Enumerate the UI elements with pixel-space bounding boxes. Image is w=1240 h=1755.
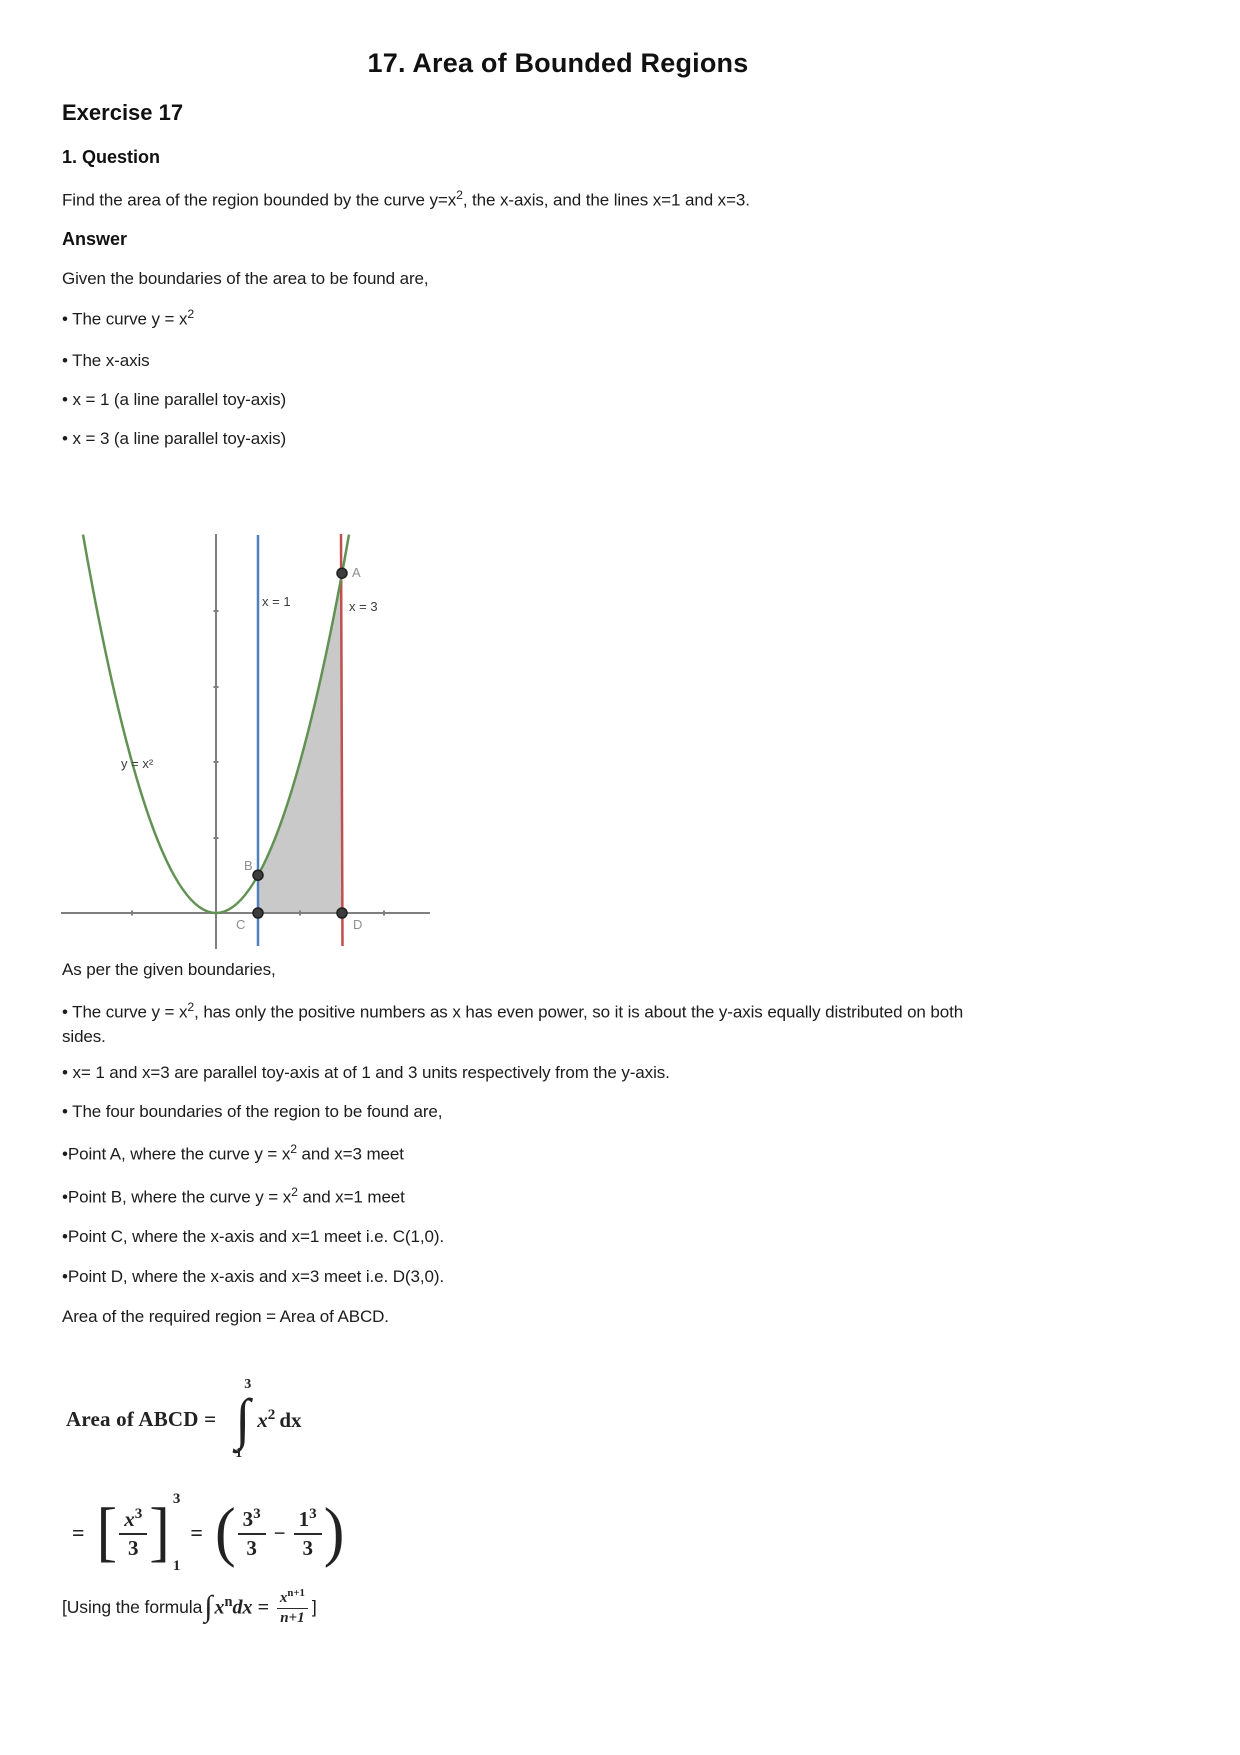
frac-den — [280, 1609, 304, 1627]
formula-body — [214, 1594, 268, 1620]
figure-graph — [58, 530, 462, 954]
boundary-bullet-xaxis — [62, 351, 150, 371]
observation-bullet-four — [62, 1102, 1072, 1122]
bracket-lower-limit: 1 — [172, 1558, 181, 1574]
equation-integral — [66, 1378, 302, 1461]
pt-sup: 2 — [290, 1142, 297, 1156]
integrand — [257, 1407, 301, 1433]
obs-post: , has only the positive numbers as x has even power, so it is about the y-axis equally distributed on both sides. — [62, 1002, 964, 1047]
frac-num-base: 3 — [242, 1507, 254, 1532]
fraction-27-over-3 — [238, 1507, 266, 1558]
eq1-lhs: Area of ABCD = — [66, 1407, 217, 1432]
point-a-bullet — [62, 1142, 404, 1165]
question-text — [62, 188, 1062, 211]
curve-equation-label: y = x² — [121, 756, 154, 771]
frac-num-var: x — [124, 1507, 135, 1532]
bullet-pre: • x = 1 (a line parallel toy-axis) — [62, 390, 287, 409]
point-d-bullet — [62, 1267, 444, 1287]
obs-pre: • The four boundaries of the region to be found are, — [62, 1102, 443, 1121]
frac-num-sup: 3 — [134, 1506, 143, 1523]
formula-var: x — [214, 1597, 225, 1620]
bullet-pre: • x = 3 (a line parallel toy-axis) — [62, 429, 287, 448]
frac-num-sup: 3 — [253, 1506, 261, 1523]
frac-den-var: n+1 — [280, 1609, 305, 1626]
point-label-d: D — [353, 917, 363, 932]
line-x3-label: x = 3 — [349, 599, 378, 614]
observation-bullet-curve — [62, 999, 982, 1050]
fraction-x3-over-3 — [119, 1507, 147, 1558]
line-x1-label: x = 1 — [262, 594, 291, 609]
equation-evaluation — [62, 1492, 346, 1574]
formula-dx: dx = — [232, 1597, 269, 1620]
note-prefix: [Using the formula — [62, 1596, 203, 1617]
question-pre: Find the area of the region bounded by the curve y=x — [62, 190, 457, 210]
frac-num-base: 1 — [298, 1507, 310, 1532]
formula-note — [62, 1588, 317, 1627]
point-marker-b — [253, 870, 263, 880]
frac-num-sup: n+1 — [287, 1587, 305, 1599]
pt-pre: •Point A, where the curve y = x — [62, 1144, 291, 1164]
given-intro: Given the boundaries of the area to be found are, — [62, 269, 429, 288]
bullet-pre: • The x-axis — [62, 351, 150, 370]
page-title: 17. Area of Bounded Regions — [367, 48, 749, 78]
observation-bullet-parallel — [62, 1063, 1072, 1083]
frac-num — [238, 1507, 266, 1534]
point-b-bullet — [62, 1185, 405, 1208]
point-label-b: B — [244, 858, 253, 873]
bullet-pre: • The curve y = x — [62, 309, 188, 329]
point-marker-a — [337, 568, 347, 578]
boundary-bullet-x1 — [62, 390, 286, 410]
pt-pre: •Point C, where the x-axis and x=1 meet i.e. C(1,0). — [62, 1227, 445, 1246]
shaded-region-abcd — [258, 573, 342, 913]
as-per-text: As per the given boundaries, — [62, 960, 276, 979]
pt-pre: •Point B, where the curve y = x — [62, 1187, 292, 1207]
question-heading: 1. Question — [62, 147, 161, 167]
frac-num-sup: 3 — [309, 1506, 317, 1523]
frac-num-var: x — [279, 1590, 288, 1606]
integrand-sup: 2 — [267, 1406, 276, 1423]
equals-sign: = — [72, 1520, 85, 1545]
frac-den: 3 — [246, 1535, 257, 1560]
open-paren: ( — [214, 1495, 236, 1569]
pt-post: and x=1 meet — [297, 1187, 405, 1207]
pt-sup: 2 — [291, 1185, 298, 1199]
integral-sign-small: ∫ — [204, 1590, 213, 1624]
bullet-sup: 2 — [187, 307, 195, 321]
boundary-bullet-x3 — [62, 429, 286, 449]
boundary-bullet-curve — [62, 307, 194, 330]
frac-den: 3 — [127, 1535, 139, 1560]
question-sup: 2 — [456, 188, 463, 202]
answer-heading: Answer — [62, 229, 128, 249]
obs-pre: • x= 1 and x=3 are parallel toy-axis at of 1 and 3 units respectively from the y-axis. — [62, 1063, 670, 1082]
line-x-equals-3 — [341, 534, 343, 946]
point-c-bullet — [62, 1227, 444, 1247]
bracket-upper-limit: 3 — [172, 1491, 181, 1507]
integral-with-limits — [234, 1378, 251, 1461]
frac-num — [119, 1507, 147, 1534]
obs-sup: 2 — [187, 1000, 195, 1014]
area-statement: Area of the required region = Area of ABCD. — [62, 1307, 389, 1326]
obs-pre: • The curve y = x — [62, 1002, 188, 1022]
frac-num — [294, 1507, 322, 1534]
integral-lower-limit: 1 — [235, 1446, 243, 1462]
equals-sign: = — [190, 1520, 203, 1545]
question-post: , the x-axis, and the lines x=1 and x=3. — [462, 190, 750, 210]
note-suffix: ] — [311, 1596, 317, 1617]
point-marker-c — [253, 908, 263, 918]
exercise-heading: Exercise 17 — [62, 100, 184, 125]
integrand-dx: dx — [279, 1407, 302, 1432]
formula-var-sup: n — [224, 1594, 233, 1611]
point-label-c: C — [236, 917, 246, 932]
bracket-limits — [173, 1492, 181, 1574]
integrand-var: x — [257, 1407, 268, 1432]
close-bracket: ] — [149, 1495, 170, 1569]
frac-num — [277, 1588, 308, 1609]
integral-sign: ∫ — [235, 1387, 251, 1451]
frac-den: 3 — [302, 1535, 313, 1560]
open-bracket: [ — [96, 1495, 118, 1569]
integral-upper-limit: 3 — [244, 1377, 252, 1392]
close-paren: ) — [323, 1495, 345, 1569]
pt-pre: •Point D, where the x-axis and x=3 meet i.e. D(3,0). — [62, 1267, 445, 1286]
fraction-xn1-over-n1 — [277, 1588, 308, 1627]
point-label-a: A — [352, 565, 361, 580]
point-marker-d — [337, 908, 347, 918]
minus-sign: − — [273, 1520, 286, 1545]
fraction-1-over-3 — [294, 1507, 322, 1558]
pt-post: and x=3 meet — [296, 1144, 404, 1164]
